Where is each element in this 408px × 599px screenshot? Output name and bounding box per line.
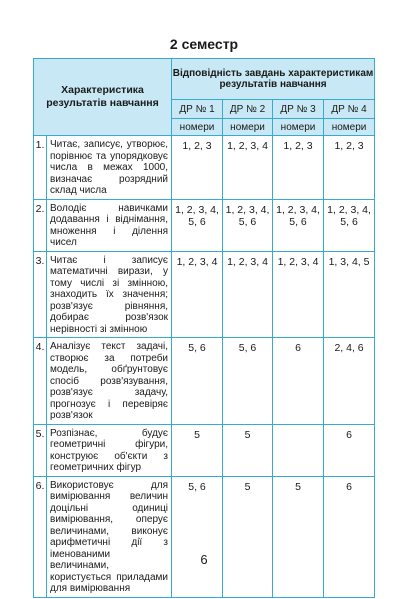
header-correspondence: Відповідність завдань характеристикам результатів навчання [172,59,375,100]
row-value: 5, 6 [172,476,223,597]
row-value: 1, 2, 3, 4 [223,251,273,338]
row-index: 5. [34,424,47,476]
table-row [34,424,375,476]
page-number: 6 [200,552,208,567]
row-value: 5 [223,476,273,597]
row-value: 5 [273,476,324,597]
header-numbers-2: номери [223,119,273,136]
row-value: 6 [324,476,375,597]
row-value: 1, 2, 3, 4, 5, 6 [324,199,375,251]
row-value: 6 [324,424,375,476]
table-row [34,199,375,251]
row-value: 1, 3, 4, 5 [324,251,375,338]
page-title: 2 семестр [169,36,239,52]
row-value: 5, 6 [223,338,273,425]
row-value: 1, 2, 3, 4, 5, 6 [172,199,223,251]
table-row [34,251,375,338]
row-value: 1, 2, 3, 4, 5, 6 [223,199,273,251]
row-value: 1, 2, 3 [273,136,324,200]
header-numbers-1: номери [172,119,223,136]
row-value: 1, 2, 3, 4, 5, 6 [273,199,324,251]
row-value: 1, 2, 3, 4 [223,136,273,200]
header-numbers-4: номери [324,119,375,136]
row-value: 1, 2, 3, 4 [172,251,223,338]
header-row-top [34,59,375,100]
row-index: 4. [34,338,47,425]
row-value: 1, 2, 3 [172,136,223,200]
row-value [273,424,324,476]
row-value: 5 [223,424,273,476]
row-description: Аналізує текст задачі, створює за потреби модель, обґрунтовує спосіб розв'язування, розв'язує задачу, прогнозує і перевіряє розв'язок [47,338,172,425]
header-characteristic: Характеристика результатів навчання [34,59,172,136]
row-description: Розпізнає, будує геометричні фігури, конструює об'єкти з геометричних фігур [47,424,172,476]
row-value: 2, 4, 6 [324,338,375,425]
row-description: Читає і записує математичні вирази, у тому числі зі змінною, знаходить їх значення; розв'язує рівняння, добирає розв'язок нерівності зі змінною [47,251,172,338]
row-index: 6. [34,476,47,597]
table-row [34,338,375,425]
header-dr-4: ДР № 4 [324,100,375,119]
header-dr-3: ДР № 3 [273,100,324,119]
row-value: 1, 2, 3, 4 [273,251,324,338]
header-dr-1: ДР № 1 [172,100,223,119]
table-row [34,136,375,200]
row-index: 2. [34,199,47,251]
row-index: 3. [34,251,47,338]
row-value: 6 [273,338,324,425]
row-value: 1, 2, 3 [324,136,375,200]
row-description: Використовує для вимірювання величин доцільні одиниці вимірювання, оперує величинами, виконує арифметичні дії з іменованими величинами, користується приладами для вимірювання [47,476,172,597]
header-dr-2: ДР № 2 [223,100,273,119]
header-numbers-3: номери [273,119,324,136]
row-index: 1. [34,136,47,200]
results-table [33,58,375,598]
row-description: Читає, записує, утворює, порівнює та упорядковує числа в межах 1000, визначає розрядний склад числа [47,136,172,200]
row-value: 5 [172,424,223,476]
row-description: Володіє навичками додавання і віднімання, множення і ділення чисел [47,199,172,251]
table-row [34,476,375,597]
row-value: 5, 6 [172,338,223,425]
